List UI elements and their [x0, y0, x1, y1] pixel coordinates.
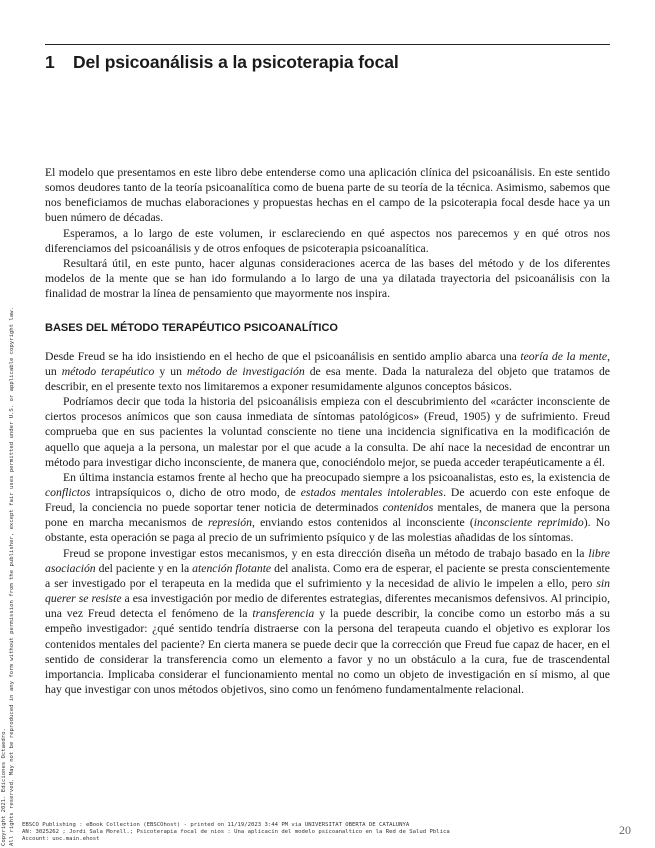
- paragraph: Podríamos decir que toda la historia del psicoanálisis empieza con el descubrimiento del «carácter inconsciente de ciertos procesos anímicos que son causa inmediata de síntomas patológicos» (Freud, 1905) y de sufrimiento. Freud comprueba que en sus pacientes la voluntad consciente no tiene una incidencia significativa en la modificación de aquello que aqueja a la persona, un malestar por el que acude a la consulta. De ahí nace la necesidad de encontrar un método para investigar dicho inconsciente, de manera que, conociéndolo mejor, se pueda acceder terapéuticamente a él.: [45, 395, 610, 469]
- copyright-sidebar: [1, 0, 23, 846]
- paragraph: En última instancia estamos frente al hecho que ha preocupado siempre a los psicoanalistas, esto es, la existencia de conflictos intrapsíquicos o, dicho de otro modo, de estados mentales intolerables. De acuerdo con este enfoque de Freud, la conciencia no puede soportar tener noticia de determinados contenidos mentales, de manera que la persona pone en marcha mecanismos de represión, enviando estos contenidos al inconsciente (inconsciente reprimido). No obstante, esta operación se paga al precio de un sufrimiento psíquico y de las molestias añadidas de los síntomas.: [45, 470, 611, 545]
- chapter-title-text: Del psicoanálisis a la psicoterapia focal: [73, 52, 399, 72]
- ebsco-footer: [22, 822, 582, 843]
- footer-line: Account: uoc.main.ehost: [22, 835, 100, 842]
- header-rule: [45, 44, 610, 45]
- paragraph: Esperamos, a lo largo de este volumen, ir esclareciendo en qué aspectos nos parecemos y en qué otros nos diferenciamos del psicoanálisis y de otros enfoques de psicoterapia psicoanalítica.: [45, 226, 610, 255]
- paragraph: Desde Freud se ha ido insistiendo en el hecho de que el psicoanálisis en sentido amplio abarca una teoría de la mente, un método terapéutico y un método de investigación de esa mente. Dada la naturaleza del objeto que tratamos de describir, en el presente texto nos limitaremos a exponer resumidamente algunos conceptos básicos.: [45, 349, 610, 393]
- copyright-line: Copyright 2021. Ediciones Octaedro.: [1, 728, 7, 846]
- page-body: [45, 165, 610, 697]
- rights-line: All rights reserved. May not be reproduced in any form without permission from the publisher, except fair uses permitted under U.S. or applicable copyright law.: [8, 307, 15, 846]
- page-number: 20: [619, 823, 631, 837]
- paragraph: El modelo que presentamos en este libro debe entenderse como una aplicación clínica del psicoanálisis. En este sentido somos deudores tanto de la teoría psicoanalítica como de buena parte de su teoría de la técnica. Asimismo, sabemos que nos beneficiamos de muchas elaboraciones y propuestas hechas en el campo de la psicoterapia focal desde hace ya un buen número de décadas.: [45, 166, 610, 225]
- chapter-title: [45, 52, 610, 73]
- chapter-number: 1: [45, 52, 55, 72]
- section-heading: BASES DEL MÉTODO TERAPÉUTICO PSICOANALÍTICO: [45, 322, 338, 335]
- footer-line: EBSCO Publishing : eBook Collection (EBSCOhost) - printed on 11/19/2023 3:44 PM via UNIVERSITAT OBERTA DE CATALUNYA: [22, 822, 410, 828]
- footer-line: AN: 3025262 ; Jordi Sala Morell.; Psicoterapia focal de nios : Una aplicacin del modelo psicoanaltico en la Red de Salud Pblica: [22, 828, 450, 835]
- paragraph: Freud se propone investigar estos mecanismos, y en esta dirección diseña un método de trabajo basado en la libre asociación del paciente y en la atención flotante del analista. Como era de esperar, el paciente se presta conscientemente a ser investigado por el terapeuta en la medida que el sufrimiento y la necesidad de alivio le impelen a ello, pero sin querer se resiste a esa investigación por medio de diferentes estrategias, diferentes mecanismos defensivos. Al principio, una vez Freud detecta el fenómeno de la transferencia y la puede describir, la concibe como un estorbo más a su empeño investigador: ¿qué sentido tendría distraerse con la persona del terapeuta cuando el objetivo es explorar los contenidos mentales del paciente? En cierta manera se puede decir que la corrección que Freud fue capaz de hacer, en el sentido de considerar la transferencia como un elemento a favor y no un obstáculo a la cura, fue de trascendental importancia. Implicaba considerar el funcionamiento mental no como un objeto de investigación en sí mismo, al que hay que investigar con unos métodos objetivos, sino como un fenómeno fundamentalmente relacional.: [45, 546, 611, 696]
- paragraph: Resultará útil, en este punto, hacer algunas consideraciones acerca de las bases del método y de los diferentes modelos de la mente que se han ido formulando a lo largo de una ya dilatada trayectoria del psicoanálisis con la finalidad de mostrar la línea de pensamiento que mayormente nos inspira.: [45, 256, 610, 301]
